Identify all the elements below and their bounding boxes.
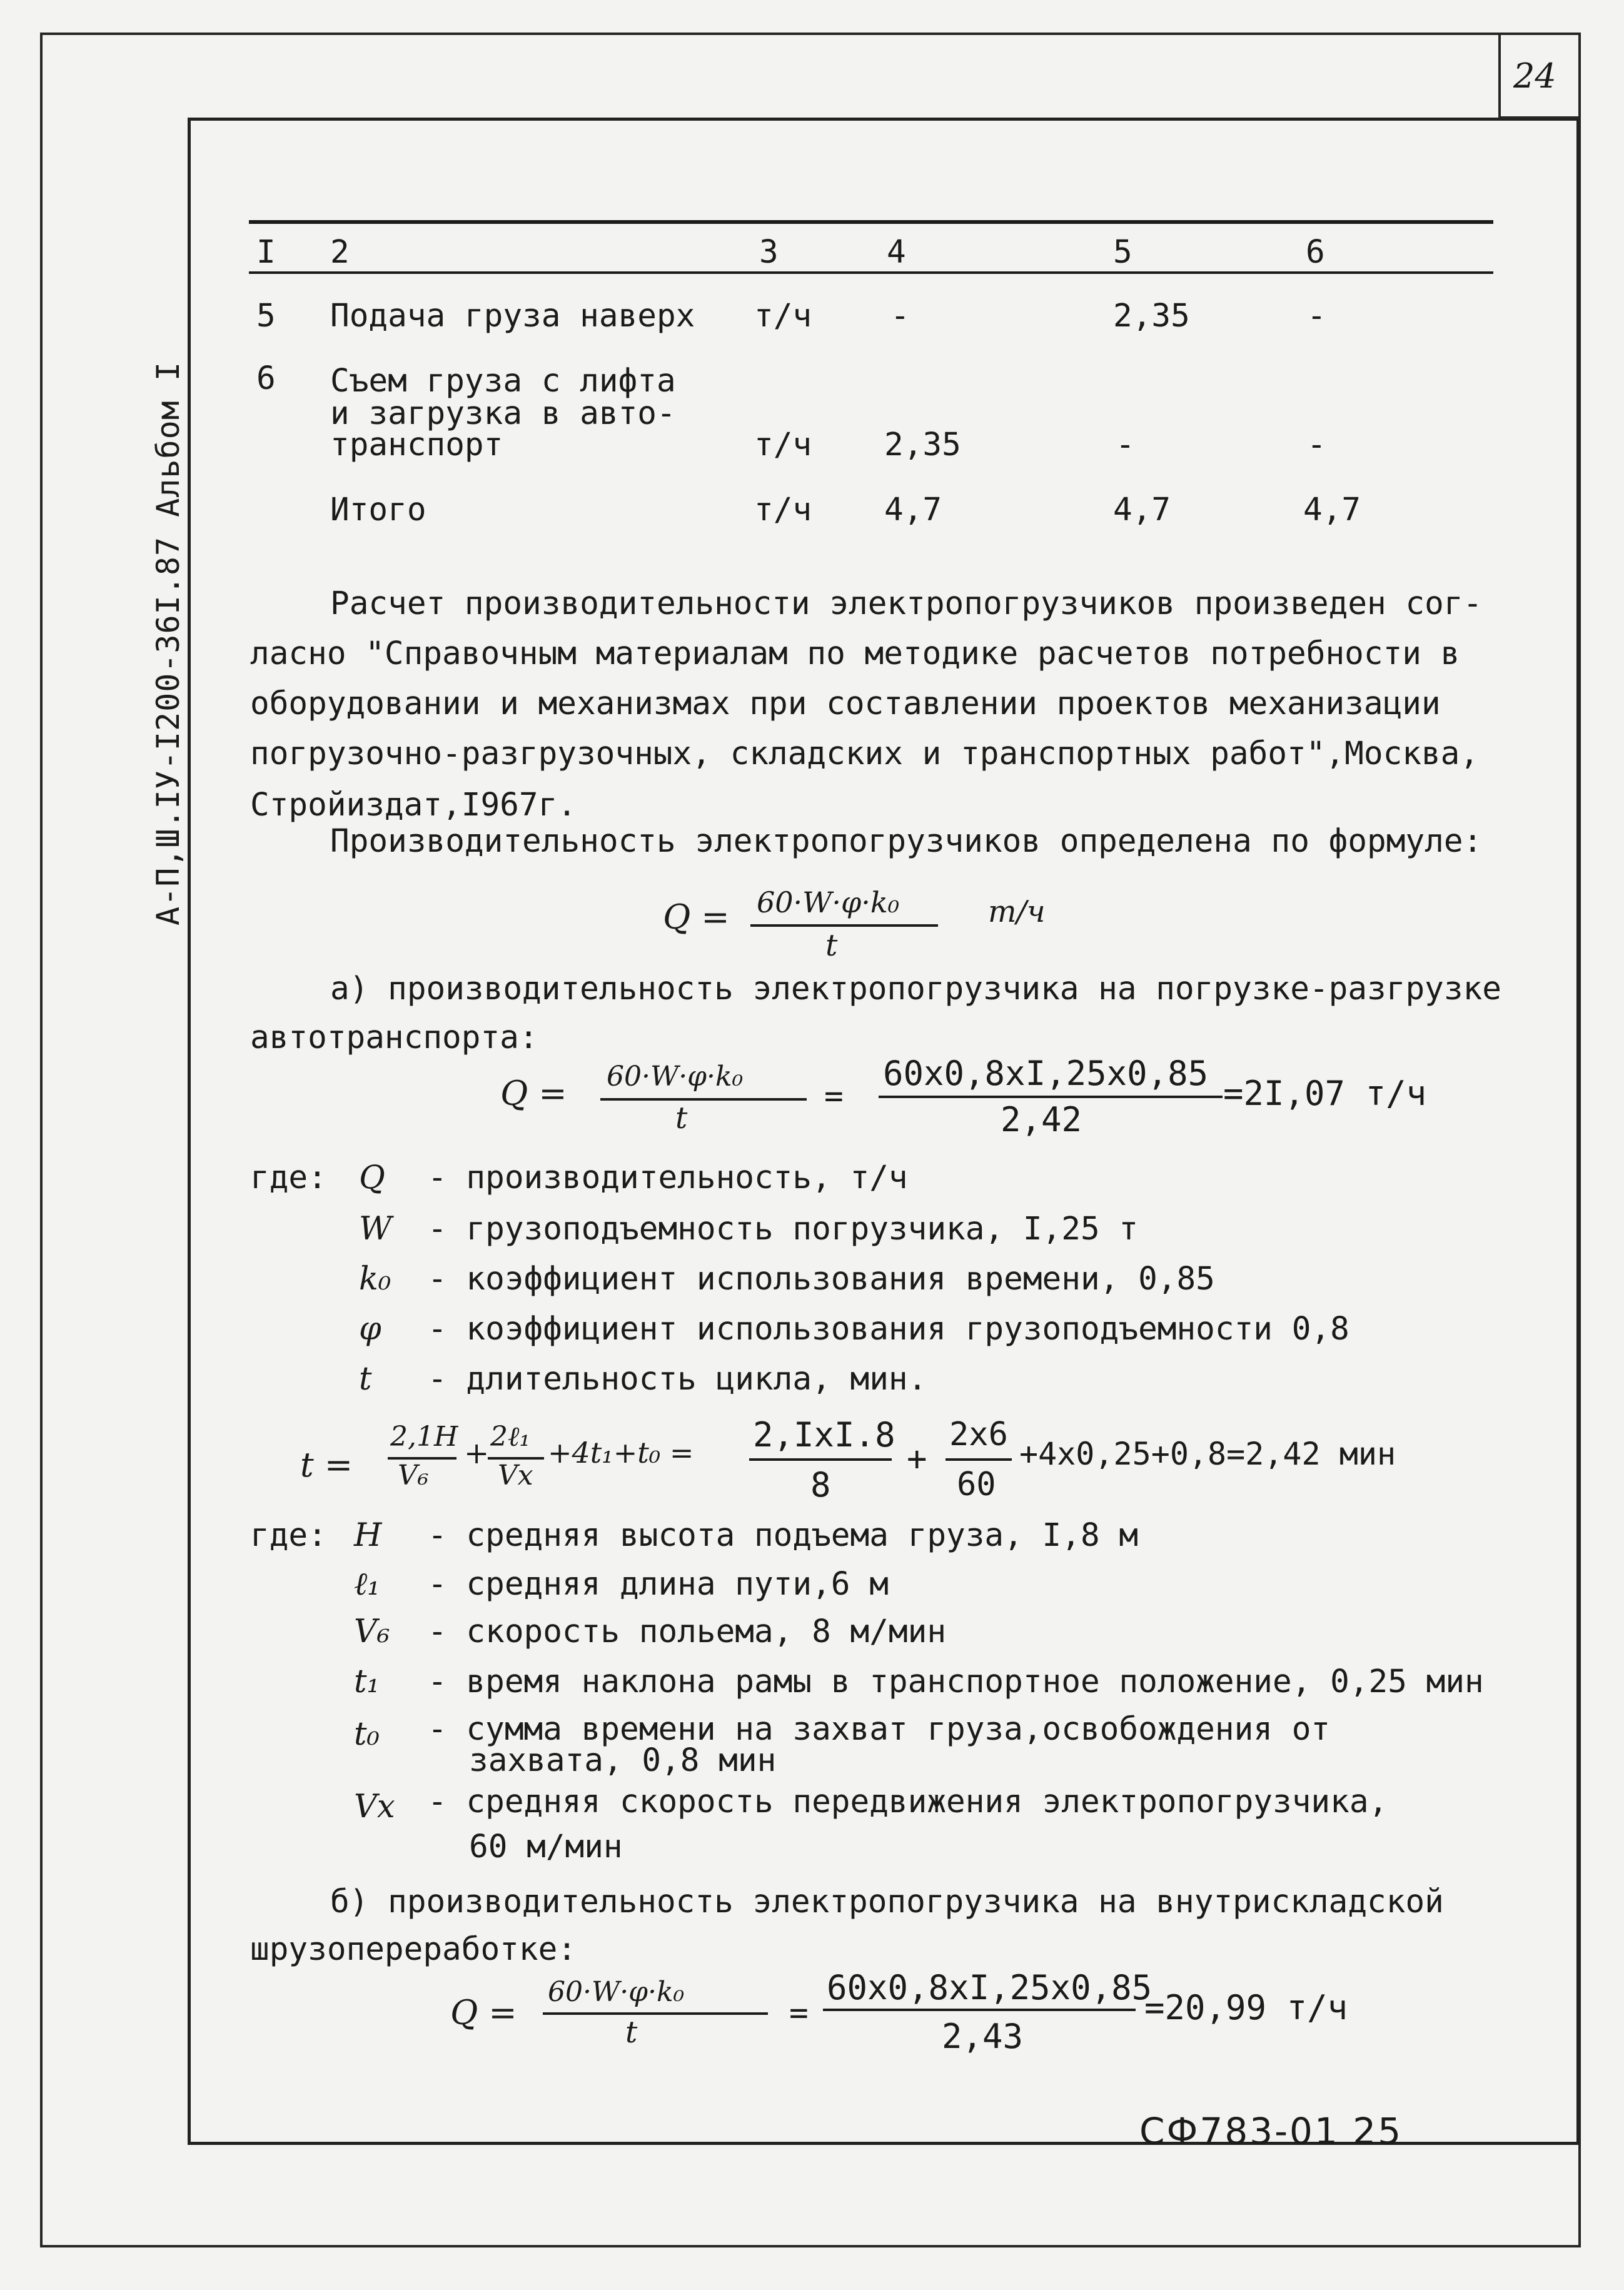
where-2-symbol-vx: Vx: [354, 1788, 395, 1825]
row-total-unit: т/ч: [754, 492, 812, 528]
where-2-symbol-t1: t₁: [354, 1663, 380, 1700]
where-2-item-v6: - скорость польема, 8 м/мин: [428, 1613, 947, 1650]
row-total-col6: 4,7: [1303, 492, 1361, 528]
footer-code: СФ783-01 25: [1139, 2110, 1403, 2152]
row-5-col5: 2,35: [1113, 298, 1190, 335]
formula-b-numeric-denominator: 2,43: [942, 2017, 1024, 2056]
row-5-num: 5: [256, 298, 276, 335]
row-6-num: 6: [256, 360, 276, 397]
row-5-unit: т/ч: [754, 298, 812, 335]
formula-a-symbolic-bar: [600, 1098, 807, 1101]
table-header-6: 6: [1306, 234, 1325, 271]
row-5-col6: -: [1307, 298, 1326, 335]
formula-a-lhs: Q =: [500, 1074, 567, 1113]
row-5-col4: -: [890, 298, 910, 335]
formula-t-frac2-numerator: 2ℓ₁: [490, 1421, 530, 1453]
row-6-unit: т/ч: [754, 426, 812, 463]
where-1-item-Q: - производительность, т/ч: [428, 1159, 908, 1196]
formula-t-result: +4x0,25+0,8=2,42 мин: [1019, 1436, 1396, 1472]
formula-b-symbolic-denominator: t: [625, 2015, 638, 2050]
formula-t-frac4-numerator: 2x6: [949, 1416, 1008, 1453]
where-1-item-k0: - коэффициент использования времени, 0,85: [428, 1261, 1215, 1298]
formula-b-symbolic-numerator: 60·W·φ·k₀: [548, 1976, 685, 2008]
section-b-line-2: шрузопереработке:: [250, 1931, 577, 1968]
paragraph-1-line-5: Стройиздат,I967г.: [250, 787, 577, 824]
formula-main-denominator: t: [825, 928, 838, 963]
table-header-4: 4: [887, 234, 906, 271]
formula-b-numeric-bar: [823, 2009, 1136, 2011]
formula-b-equals: =: [789, 1995, 809, 2032]
formula-a-numeric-numerator: 60x0,8xI,25x0,85: [883, 1054, 1209, 1093]
where-2-symbol-l1: ℓ₁: [354, 1566, 380, 1603]
formula-a-numeric-denominator: 2,42: [1001, 1100, 1082, 1139]
row-6-col5: -: [1116, 426, 1135, 463]
where-2-symbol-v6: V₆: [354, 1613, 390, 1650]
table-header-2: 2: [330, 234, 350, 271]
table-top-rule: [249, 220, 1493, 224]
formula-t-frac1-numerator: 2,1H: [390, 1421, 458, 1453]
table-header-1: I: [256, 234, 276, 271]
formula-b-numeric-numerator: 60x0,8xI,25x0,85: [827, 1968, 1152, 2007]
row-6-col4: 2,35: [884, 426, 961, 463]
table-header-3: 3: [759, 234, 779, 271]
row-total-col4: 4,7: [884, 492, 942, 528]
where-1-symbol-Q: Q: [359, 1159, 385, 1196]
formula-a-symbolic-denominator: t: [675, 1101, 688, 1136]
where-2-item-t0-line-1: - сумма времени на захват груза,освобождения от: [428, 1711, 1331, 1748]
section-a-line-1: а) производительность электропогрузчика на погрузке-разгрузке: [330, 971, 1501, 1007]
where-1-label: где:: [250, 1159, 327, 1196]
formula-a-equals: =: [824, 1078, 844, 1115]
formula-t-frac4-bar: [946, 1458, 1012, 1461]
paragraph-1-line-3: оборудовании и механизмах при составлении проектов механизации: [250, 685, 1441, 722]
where-2-item-vx-line-2: 60 м/мин: [469, 1828, 623, 1865]
row-total-col5: 4,7: [1113, 492, 1171, 528]
formula-b-symbolic-bar: [543, 2012, 768, 2015]
table-header-rule: [249, 271, 1493, 274]
page-number: 24: [1513, 56, 1556, 96]
table-header-5: 5: [1113, 234, 1132, 271]
paragraph-2: Производительность электропогрузчиков определена по формуле:: [330, 823, 1483, 860]
where-2-item-l1: - средняя длина пути,6 м: [428, 1566, 889, 1603]
section-a-line-2: автотранспорта:: [250, 1019, 538, 1056]
where-1-item-phi: - коэффициент использования грузоподъемности 0,8: [428, 1311, 1349, 1348]
formula-b-lhs: Q =: [450, 1993, 517, 2032]
where-1-item-W: - грузоподъемность погрузчика, I,25 т: [428, 1211, 1139, 1248]
formula-t-tail: +4t₁+t₀ =: [548, 1436, 694, 1470]
where-2-item-t0-line-2: захвата, 0,8 мин: [469, 1742, 777, 1779]
where-2-item-vx-line-1: - средняя скорость передвижения электропогрузчика,: [428, 1783, 1388, 1820]
formula-t-frac3-denominator: 8: [810, 1465, 831, 1505]
formula-a-result: =2I,07 т/ч: [1223, 1074, 1427, 1113]
row-6-name-line-3: транспорт: [330, 426, 503, 463]
where-1-item-t: - длительность цикла, мин.: [428, 1361, 927, 1398]
where-2-item-H: - средняя высота подъема груза, I,8 м: [428, 1517, 1139, 1554]
formula-t-frac1-denominator: V₆: [398, 1460, 429, 1491]
row-6-name-line-1: Съем груза с лифта: [330, 363, 676, 400]
formula-main-numerator: 60·W·φ·k₀: [757, 885, 900, 919]
where-1-symbol-t: t: [359, 1361, 372, 1398]
formula-t-lhs: t =: [300, 1445, 353, 1485]
formula-t-frac3-numerator: 2,IxI.8: [753, 1415, 895, 1455]
where-2-item-t1: - время наклона рамы в транспортное положение, 0,25 мин: [428, 1663, 1484, 1700]
row-total-name: Итого: [330, 492, 426, 528]
formula-a-numeric-bar: [879, 1096, 1223, 1098]
formula-b-result: =20,99 т/ч: [1144, 1988, 1348, 2027]
formula-a-symbolic-numerator: 60·W·φ·k₀: [607, 1061, 744, 1092]
where-1-symbol-W: W: [359, 1211, 392, 1248]
where-1-symbol-phi: φ: [359, 1311, 381, 1348]
row-6-col6: -: [1307, 426, 1326, 463]
where-2-symbol-H: H: [354, 1517, 382, 1554]
formula-t-plus-2: +: [907, 1439, 927, 1478]
row-6-name-line-2: и загрузка в авто-: [330, 395, 676, 432]
row-5-name: Подача груза наверх: [330, 298, 695, 335]
formula-main-lhs: Q =: [663, 897, 730, 937]
where-1-symbol-k0: k₀: [359, 1261, 391, 1298]
where-2-symbol-t0: t₀: [354, 1716, 380, 1753]
formula-t-frac4-denominator: 60: [957, 1466, 996, 1503]
section-b-line-1: б) производительность электропогрузчика на внутрискладской: [330, 1884, 1444, 1920]
where-2-label: где:: [250, 1517, 327, 1554]
side-label: А-П,Ш.IУ-I200-36I.87 Альбом I: [150, 361, 186, 926]
formula-t-plus-1: +: [464, 1436, 490, 1471]
formula-t-frac3-bar: [749, 1458, 892, 1461]
paragraph-1-line-4: погрузочно-разгрузочных, складских и транспортных работ",Москва,: [250, 735, 1480, 772]
formula-main-fraction-bar: [750, 924, 938, 927]
paragraph-1-line-2: ласно "Справочным материалам по методике расчетов потребности в: [250, 635, 1460, 672]
formula-t-frac2-denominator: Vx: [498, 1460, 533, 1491]
paragraph-1-line-1: Расчет производительности электропогрузчиков произведен сог-: [330, 585, 1483, 622]
formula-main-unit: т/ч: [988, 894, 1046, 929]
